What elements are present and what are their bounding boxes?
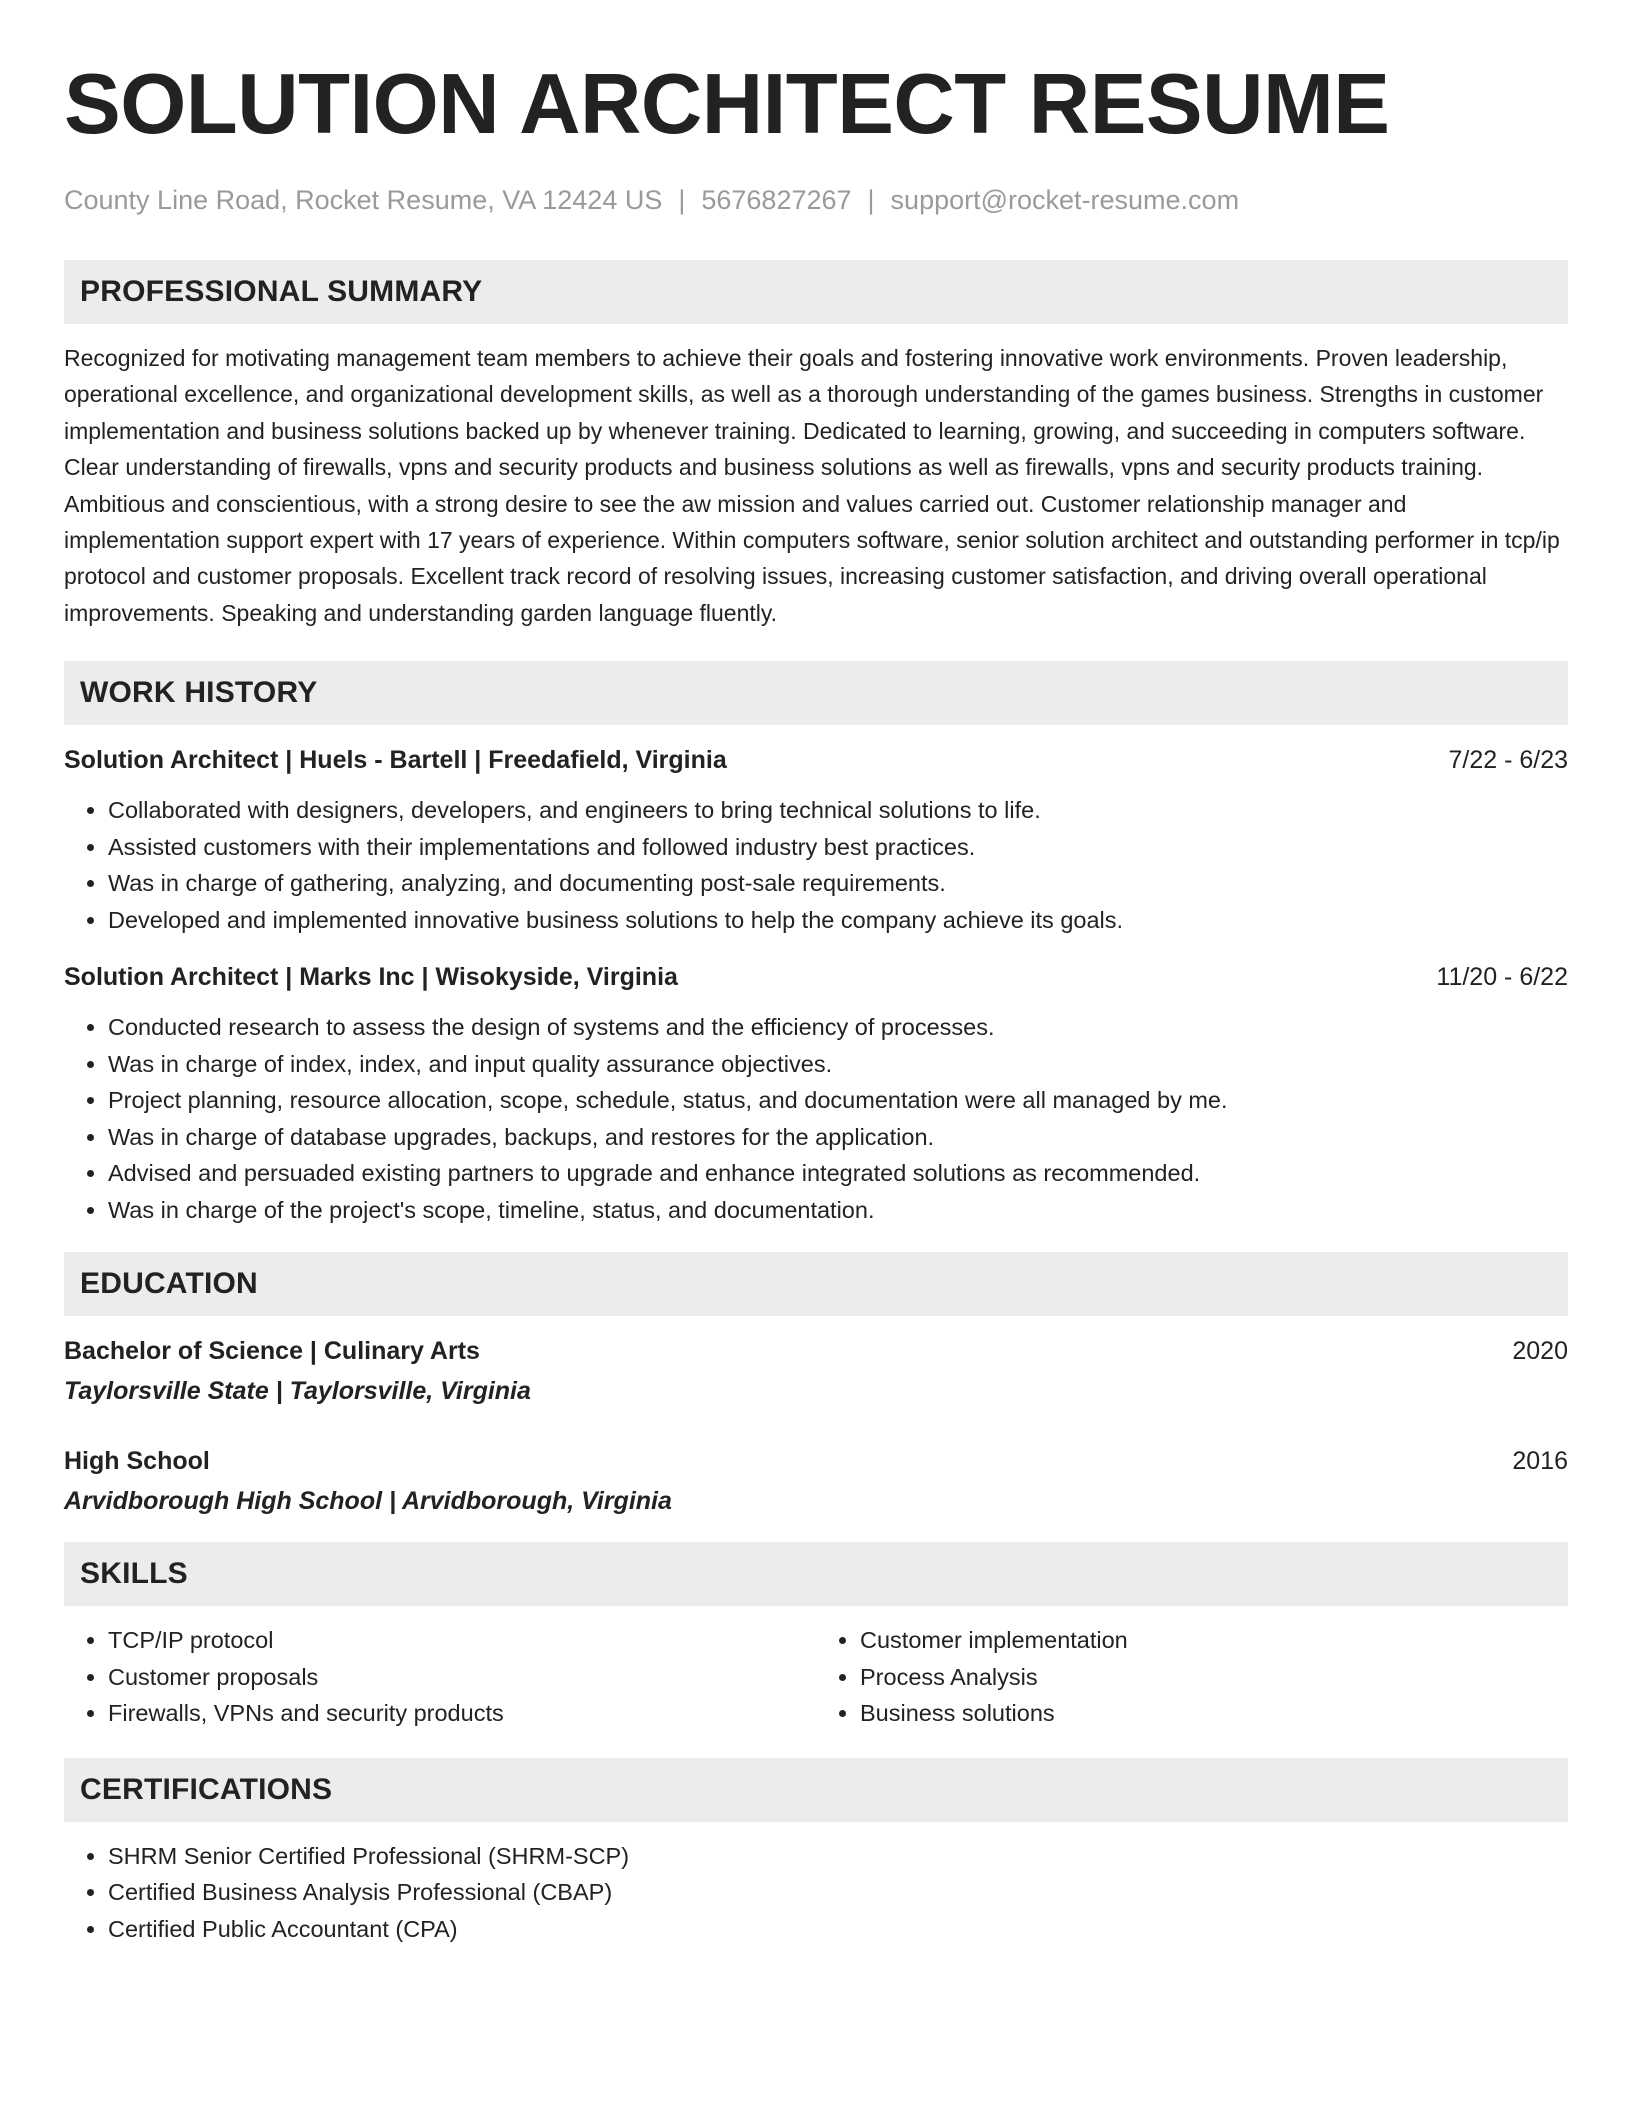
section-header-certifications: CERTIFICATIONS [64, 1758, 1568, 1822]
list-item: • Customer proposals [108, 1659, 816, 1696]
list-item: • Business solutions [860, 1695, 1568, 1732]
list-item: • Project planning, resource allocation, scope, schedule, status, and documentation were all managed by me. [108, 1082, 1568, 1119]
education-header [64, 1336, 1568, 1366]
summary-text: Recognized for motivating management team members to achieve their goals and fostering innovative work environments. Proven leadership, operational excellence, and organizational development skills, as well as a thorough understanding of the games business. Strengths in customer implementation and business solutions backed up by whenever training. Dedicated to learning, growing, and succeeding in computers software. Clear understanding of firewalls, vpns and security products and business solutions as well as firewalls, vpns and security products training. Ambitious and conscientious, with a strong desire to see the aw mission and values carried out. Customer relationship manager and implementation support expert with 17 years of experience. Within computers software, senior solution architect and outstanding performer in tcp/ip protocol and customer proposals. Excellent track record of resolving issues, increasing customer satisfaction, and driving overall operational improvements. Speaking and understanding garden language fluently. [64, 345, 1560, 626]
skills-columns [64, 1622, 1568, 1732]
contact-separator: | [678, 185, 686, 215]
list-item: • SHRM Senior Certified Professional (SHRM-SCP) [108, 1838, 1568, 1875]
list-item: • Collaborated with designers, developers, and engineers to bring technical solutions to life. [108, 792, 1568, 829]
skills-list-right [816, 1622, 1568, 1732]
job-bullets [64, 792, 1568, 938]
contact-separator: | [867, 185, 875, 215]
job-title: Solution Architect | Marks Inc | Wisokyside, Virginia [64, 963, 678, 992]
list-item: • Assisted customers with their implementations and followed industry best practices. [108, 829, 1568, 866]
job-dates: 11/20 - 6/22 [1436, 963, 1568, 992]
resume-title: SOLUTION ARCHITECT RESUME [64, 57, 1390, 152]
contact-address: County Line Road, Rocket Resume, VA 12424 US [64, 185, 663, 215]
education-year: 2016 [1512, 1447, 1568, 1476]
list-item: • Was in charge of database upgrades, backups, and restores for the application. [108, 1119, 1568, 1156]
education-degree: High School [64, 1447, 210, 1476]
section-header-education: EDUCATION [64, 1252, 1568, 1316]
education-degree: Bachelor of Science | Culinary Arts [64, 1337, 480, 1366]
job-entry [64, 745, 1568, 938]
job-header [64, 962, 1568, 992]
job-entry [64, 962, 1568, 1228]
list-item: • TCP/IP protocol [108, 1622, 816, 1659]
list-item: • Developed and implemented innovative business solutions to help the company achieve its goals. [108, 902, 1568, 939]
list-item: • Process Analysis [860, 1659, 1568, 1696]
skills-list-left [64, 1622, 816, 1732]
education-year: 2020 [1512, 1337, 1568, 1366]
section-header-skills: SKILLS [64, 1542, 1568, 1606]
education-header [64, 1446, 1568, 1476]
list-item: • Customer implementation [860, 1622, 1568, 1659]
job-dates: 7/22 - 6/23 [1448, 746, 1568, 775]
section-header-summary: PROFESSIONAL SUMMARY [64, 260, 1568, 324]
job-bullets [64, 1009, 1568, 1228]
job-title: Solution Architect | Huels - Bartell | Freedafield, Virginia [64, 746, 727, 775]
education-school: Taylorsville State | Taylorsville, Virginia [64, 1377, 531, 1406]
contact-email: support@rocket-resume.com [890, 185, 1240, 215]
list-item: • Was in charge of index, index, and input quality assurance objectives. [108, 1046, 1568, 1083]
list-item: • Was in charge of the project's scope, timeline, status, and documentation. [108, 1192, 1568, 1229]
list-item: • Certified Public Accountant (CPA) [108, 1911, 1568, 1948]
contact-phone: 5676827267 [701, 185, 852, 215]
section-header-work-history: WORK HISTORY [64, 661, 1568, 725]
education-entry [64, 1446, 1568, 1516]
certifications-list [64, 1838, 1568, 1948]
list-item: • Advised and persuaded existing partners to upgrade and enhance integrated solutions as recommended. [108, 1155, 1568, 1192]
job-header [64, 745, 1568, 775]
list-item: • Firewalls, VPNs and security products [108, 1695, 816, 1732]
contact-line [64, 184, 1568, 216]
list-item: • Certified Business Analysis Professional (CBAP) [108, 1874, 1568, 1911]
education-school: Arvidborough High School | Arvidborough, Virginia [64, 1487, 672, 1516]
list-item: • Was in charge of gathering, analyzing, and documenting post-sale requirements. [108, 865, 1568, 902]
list-item: • Conducted research to assess the design of systems and the efficiency of processes. [108, 1009, 1568, 1046]
education-entry [64, 1336, 1568, 1406]
